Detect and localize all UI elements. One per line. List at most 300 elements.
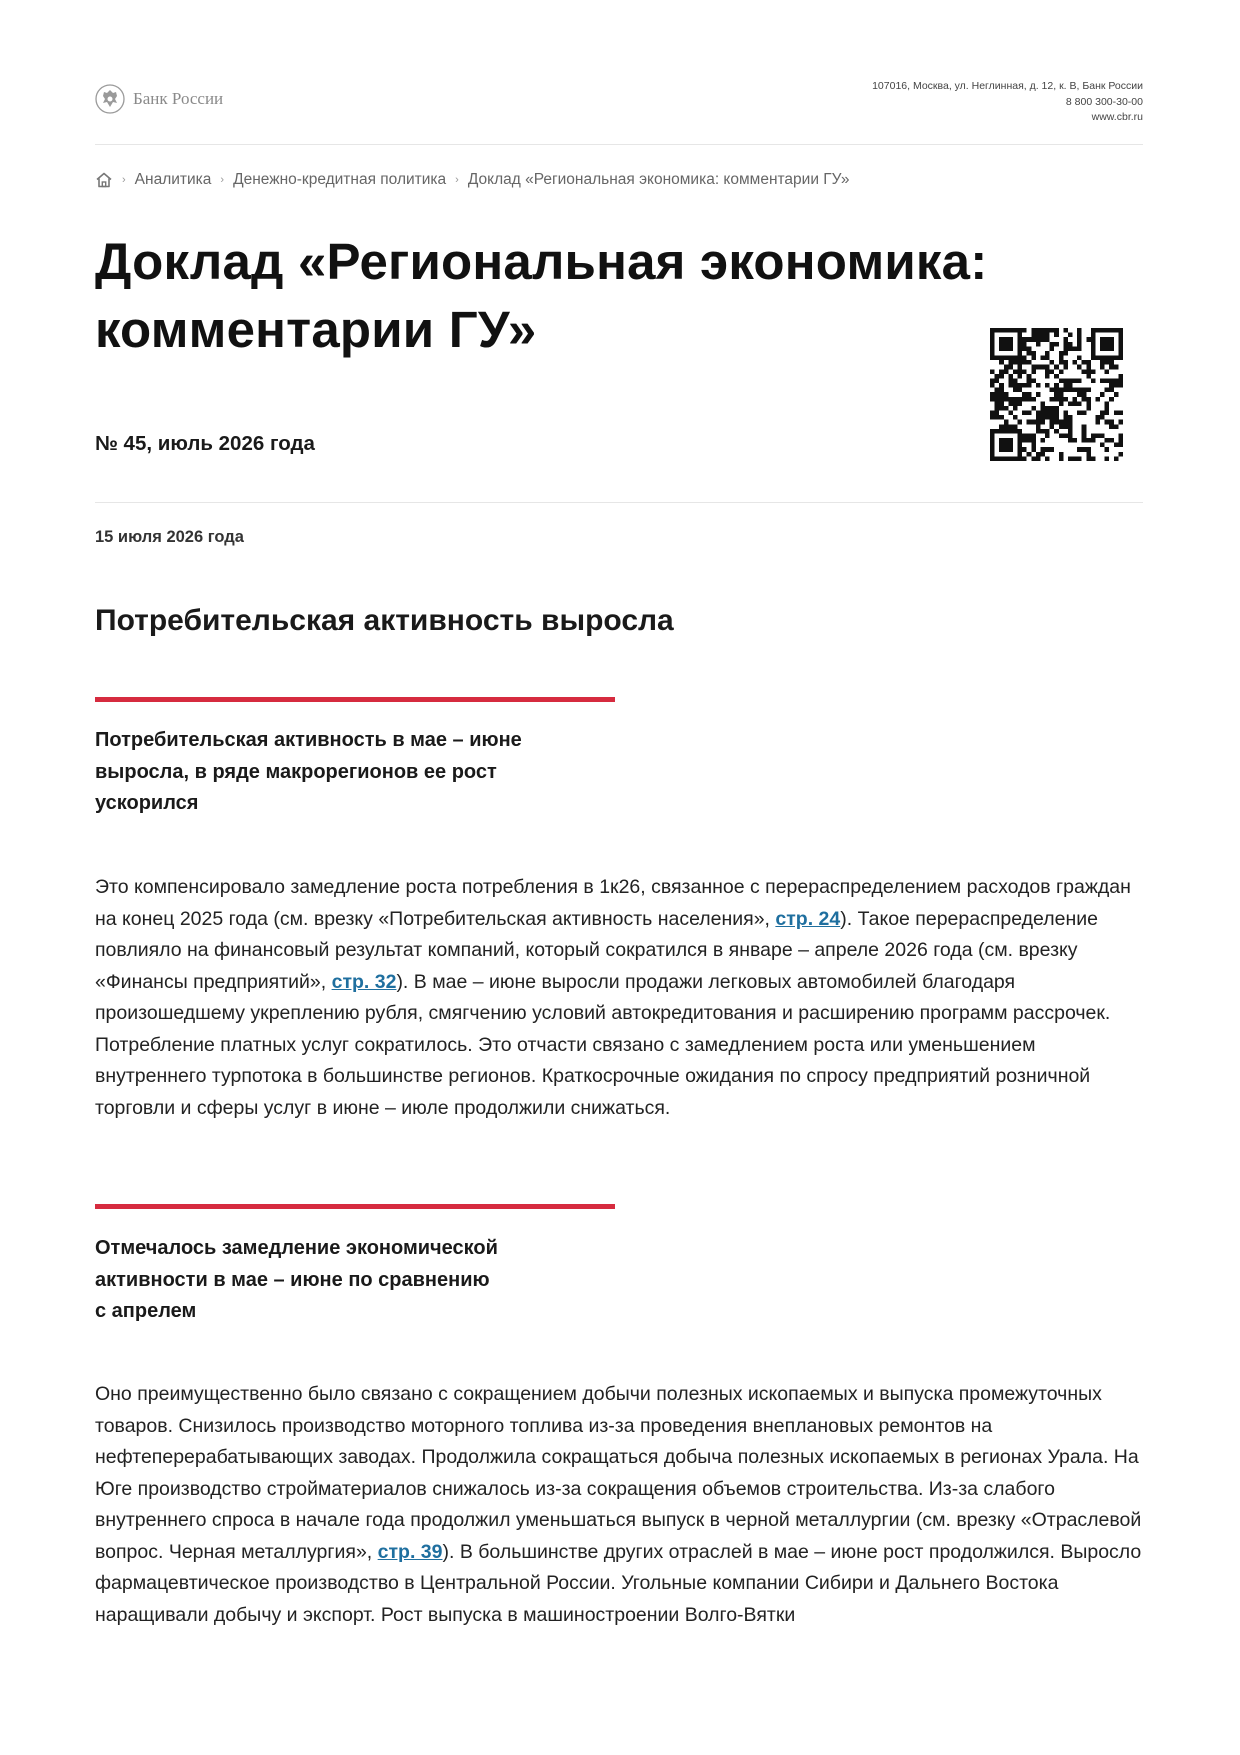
qr-module <box>1004 424 1009 429</box>
qr-module <box>1045 374 1050 379</box>
qr-module <box>1105 342 1110 347</box>
qr-module <box>1031 420 1036 425</box>
qr-module <box>1068 388 1073 393</box>
qr-module <box>1109 356 1114 361</box>
qr-module <box>1050 328 1055 333</box>
qr-module <box>1004 342 1009 347</box>
qr-module <box>990 383 995 388</box>
qr-module <box>1118 378 1123 383</box>
qr-module <box>990 337 995 342</box>
qr-module <box>1068 401 1073 406</box>
qr-module <box>1054 374 1059 379</box>
body-paragraph-activity <box>95 1379 1145 1631</box>
contacts-block <box>872 79 1143 126</box>
qr-module <box>1105 420 1110 425</box>
qr-module <box>1109 342 1114 347</box>
qr-module <box>1077 342 1082 347</box>
qr-module <box>1036 411 1041 416</box>
qr-module <box>1068 378 1073 383</box>
qr-module <box>999 415 1004 420</box>
qr-module <box>1063 424 1068 429</box>
qr-module <box>1095 415 1100 420</box>
qr-module <box>1114 392 1119 397</box>
qr-module <box>1109 328 1114 333</box>
qr-module <box>1036 365 1041 370</box>
qr-module <box>1105 406 1110 411</box>
qr-module <box>1050 420 1055 425</box>
qr-module <box>1105 346 1110 351</box>
qr-module <box>990 443 995 448</box>
qr-module <box>1109 420 1114 425</box>
section-divider <box>95 502 1143 503</box>
lead-line: с апрелем <box>95 1300 197 1322</box>
qr-module <box>1109 424 1114 429</box>
qr-module <box>1050 411 1055 416</box>
qr-module <box>1086 365 1091 370</box>
qr-module <box>999 342 1004 347</box>
qr-module <box>1008 438 1013 443</box>
qr-module <box>1059 452 1064 457</box>
qr-module <box>1063 420 1068 425</box>
qr-module <box>1004 438 1009 443</box>
qr-module <box>1082 388 1087 393</box>
lead-line: выросла, в ряде макрорегионов ее рост <box>95 760 497 783</box>
qr-module <box>1045 383 1050 388</box>
qr-module <box>1082 447 1087 452</box>
qr-module <box>1109 365 1114 370</box>
qr-module <box>1082 424 1087 429</box>
qr-module <box>1068 415 1073 420</box>
qr-module <box>1118 346 1123 351</box>
qr-module <box>990 356 995 361</box>
qr-module <box>1082 369 1087 374</box>
qr-module <box>999 406 1004 411</box>
qr-module <box>1077 346 1082 351</box>
qr-module <box>1109 438 1114 443</box>
qr-module <box>1086 369 1091 374</box>
qr-module <box>1050 447 1055 452</box>
qr-module <box>990 333 995 338</box>
qr-module <box>1004 447 1009 452</box>
qr-module <box>1068 456 1073 461</box>
qr-module <box>1036 415 1041 420</box>
qr-module <box>1027 383 1032 388</box>
qr-module <box>1018 360 1023 365</box>
qr-module <box>1073 438 1078 443</box>
publication-date: 15 июля 2026 года <box>95 528 244 546</box>
qr-module <box>1018 383 1023 388</box>
qr-module <box>1105 378 1110 383</box>
qr-module <box>1008 401 1013 406</box>
qr-module <box>1036 342 1041 347</box>
qr-module <box>1054 383 1059 388</box>
qr-module <box>1063 378 1068 383</box>
qr-module <box>1018 438 1023 443</box>
qr-module <box>1004 328 1009 333</box>
qr-module <box>1091 378 1096 383</box>
qr-module <box>1004 365 1009 370</box>
qr-module <box>999 360 1004 365</box>
qr-module <box>1045 351 1050 356</box>
qr-module <box>1100 360 1105 365</box>
qr-module <box>1086 360 1091 365</box>
qr-module <box>990 452 995 457</box>
qr-module <box>1045 415 1050 420</box>
qr-module <box>1027 360 1032 365</box>
qr-module <box>1100 378 1105 383</box>
qr-module <box>1077 392 1082 397</box>
qr-module <box>1105 356 1110 361</box>
qr-module <box>1073 397 1078 402</box>
qr-module <box>1027 351 1032 356</box>
qr-module <box>999 383 1004 388</box>
bank-logo[interactable] <box>95 84 223 114</box>
qr-module <box>990 328 995 333</box>
qr-module <box>1018 420 1023 425</box>
qr-module <box>1077 333 1082 338</box>
qr-module <box>995 415 1000 420</box>
qr-module <box>1022 447 1027 452</box>
breadcrumb-item-monetary-policy[interactable]: Денежно-кредитная политика <box>233 171 447 188</box>
qr-module <box>1013 406 1018 411</box>
qr-module <box>995 388 1000 393</box>
qr-module <box>1031 433 1036 438</box>
lead-line: ускорился <box>95 792 199 814</box>
qr-module <box>1054 429 1059 434</box>
chevron-right-icon: › <box>122 174 126 186</box>
qr-module <box>1118 438 1123 443</box>
qr-module <box>1063 411 1068 416</box>
paragraph-text: ). В большинстве других отраслей в мае – июне рост продолжился. Выросло фармацевтическое производство в Центральной России. Угольные компании Сибири и Дальнего Востока наращивали добычу и экспорт. Рост выпуска в машиностроении Волго-Вятки <box>95 1540 1142 1626</box>
qr-module <box>1040 452 1045 457</box>
qr-module <box>1013 388 1018 393</box>
home-icon[interactable] <box>95 171 113 189</box>
qr-module <box>1008 342 1013 347</box>
qr-module <box>1050 388 1055 393</box>
qr-module <box>1105 401 1110 406</box>
qr-module <box>1027 433 1032 438</box>
qr-module <box>1077 328 1082 333</box>
qr-module <box>990 346 995 351</box>
qr-module <box>1008 397 1013 402</box>
qr-module <box>1054 420 1059 425</box>
qr-module <box>1045 456 1050 461</box>
qr-module <box>1068 424 1073 429</box>
qr-module <box>1013 383 1018 388</box>
qr-module <box>1018 333 1023 338</box>
qr-module <box>1100 346 1105 351</box>
qr-module <box>1086 452 1091 457</box>
qr-module <box>1100 328 1105 333</box>
qr-module <box>1091 438 1096 443</box>
qr-module <box>1054 388 1059 393</box>
qr-module <box>1045 356 1050 361</box>
qr-module <box>1018 374 1023 379</box>
qr-module <box>1077 365 1082 370</box>
qr-module <box>1013 415 1018 420</box>
qr-module <box>1059 456 1064 461</box>
qr-module <box>1100 415 1105 420</box>
breadcrumb-item-analytics[interactable]: Аналитика <box>134 171 212 188</box>
qr-module <box>1109 337 1114 342</box>
phone: 8 800 300-30-00 <box>1065 95 1143 108</box>
qr-module <box>1045 337 1050 342</box>
qr-module <box>1018 328 1023 333</box>
qr-module <box>1105 456 1110 461</box>
qr-module <box>1008 443 1013 448</box>
qr-module <box>1082 433 1087 438</box>
qr-module <box>1105 337 1110 342</box>
qr-module <box>1050 397 1055 402</box>
qr-module <box>1018 346 1023 351</box>
qr-module <box>1040 411 1045 416</box>
qr-module <box>1004 406 1009 411</box>
qr-module <box>1114 443 1119 448</box>
qr-module <box>1050 415 1055 420</box>
address: 107016, Москва, ул. Неглинная, д. 12, к. В, Банк России <box>872 80 1143 92</box>
qr-module <box>990 456 995 461</box>
qr-module <box>1082 397 1087 402</box>
qr-module <box>1031 328 1036 333</box>
qr-module <box>1018 365 1023 370</box>
qr-module <box>1013 401 1018 406</box>
qr-module <box>1118 337 1123 342</box>
qr-module <box>1086 447 1091 452</box>
qr-module <box>1063 360 1068 365</box>
qr-module <box>1054 415 1059 420</box>
qr-module <box>1022 346 1027 351</box>
red-accent-rule <box>95 1204 615 1209</box>
qr-module <box>1027 452 1032 457</box>
qr-module <box>1063 365 1068 370</box>
qr-module <box>1018 388 1023 393</box>
qr-module <box>1118 383 1123 388</box>
qr-module <box>1091 456 1096 461</box>
qr-module <box>1095 397 1100 402</box>
page-link-39[interactable]: стр. 39 <box>377 1540 443 1563</box>
qr-module <box>995 374 1000 379</box>
qr-module <box>1050 369 1055 374</box>
qr-module <box>1068 438 1073 443</box>
qr-module <box>1118 333 1123 338</box>
qr-module <box>1027 411 1032 416</box>
qr-module <box>1109 378 1114 383</box>
qr-module <box>1082 392 1087 397</box>
qr-module <box>1118 420 1123 425</box>
qr-module <box>1027 337 1032 342</box>
qr-module <box>1018 433 1023 438</box>
qr-module <box>1031 378 1036 383</box>
page-link-32[interactable]: стр. 32 <box>331 970 397 993</box>
qr-module <box>1063 328 1068 333</box>
qr-module <box>1013 378 1018 383</box>
qr-module <box>1091 351 1096 356</box>
qr-module <box>1022 397 1027 402</box>
page-link-24[interactable]: стр. 24 <box>775 907 841 930</box>
qr-module <box>1036 337 1041 342</box>
qr-module <box>1059 433 1064 438</box>
qr-module <box>1077 388 1082 393</box>
qr-module <box>1091 328 1096 333</box>
qr-module <box>1068 342 1073 347</box>
qr-code[interactable] <box>990 328 1123 461</box>
qr-module <box>1022 360 1027 365</box>
qr-module <box>990 415 995 420</box>
qr-module <box>1050 424 1055 429</box>
qr-module <box>1059 420 1064 425</box>
qr-module <box>1114 456 1119 461</box>
qr-module <box>1022 369 1027 374</box>
qr-module <box>1063 351 1068 356</box>
qr-module <box>1004 392 1009 397</box>
qr-module <box>999 369 1004 374</box>
qr-module <box>990 378 995 383</box>
qr-module <box>1008 456 1013 461</box>
qr-module <box>990 342 995 347</box>
qr-module <box>1063 383 1068 388</box>
lead-line: Отмечалось замедление экономической <box>95 1237 498 1259</box>
paragraph-text: Это компенсировало замедление роста потребления в 1к26, связанное с перераспределением расходов граждан на конец 2025 года (см. врезку «Потребительская активность населения», <box>95 876 1131 930</box>
qr-module <box>1022 356 1027 361</box>
qr-module <box>1004 369 1009 374</box>
qr-module <box>1031 438 1036 443</box>
qr-module <box>1036 456 1041 461</box>
qr-module <box>1091 433 1096 438</box>
qr-module <box>999 438 1004 443</box>
bank-emblem-icon <box>95 84 125 114</box>
qr-module <box>1008 346 1013 351</box>
qr-module <box>999 374 1004 379</box>
qr-module <box>1027 420 1032 425</box>
issue-number: № 45, июль 2026 года <box>95 432 315 455</box>
qr-module <box>1027 374 1032 379</box>
qr-module <box>1059 424 1064 429</box>
qr-module <box>1059 397 1064 402</box>
qr-module <box>1073 388 1078 393</box>
qr-module <box>1109 397 1114 402</box>
qr-module <box>1086 456 1091 461</box>
qr-module <box>995 397 1000 402</box>
qr-module <box>1091 333 1096 338</box>
qr-module <box>1050 406 1055 411</box>
qr-module <box>1068 346 1073 351</box>
qr-module <box>999 356 1004 361</box>
qr-module <box>1045 433 1050 438</box>
qr-module <box>1073 346 1078 351</box>
qr-module <box>1036 392 1041 397</box>
qr-module <box>1027 438 1032 443</box>
qr-module <box>1008 337 1013 342</box>
qr-module <box>1118 452 1123 457</box>
qr-module <box>1073 378 1078 383</box>
red-accent-rule <box>95 697 615 702</box>
qr-module <box>1018 447 1023 452</box>
qr-module <box>1095 433 1100 438</box>
qr-module <box>1059 351 1064 356</box>
qr-module <box>1022 392 1027 397</box>
qr-module <box>1054 328 1059 333</box>
qr-module <box>1077 337 1082 342</box>
qr-module <box>1059 356 1064 361</box>
title-line-1: Доклад «Региональная экономика: <box>95 233 988 290</box>
qr-module <box>1022 337 1027 342</box>
qr-module <box>1031 397 1036 402</box>
qr-module <box>1114 365 1119 370</box>
header-divider <box>95 144 1143 145</box>
qr-module <box>1018 401 1023 406</box>
qr-module <box>1031 337 1036 342</box>
qr-module <box>1031 406 1036 411</box>
qr-module <box>1086 406 1091 411</box>
qr-module <box>1004 397 1009 402</box>
website-link[interactable]: www.cbr.ru <box>1091 111 1143 123</box>
qr-module <box>995 392 1000 397</box>
qr-module <box>1036 383 1041 388</box>
qr-module <box>990 369 995 374</box>
qr-module <box>1073 401 1078 406</box>
qr-module <box>1050 342 1055 347</box>
qr-module <box>1118 433 1123 438</box>
qr-module <box>1022 328 1027 333</box>
qr-module <box>1105 447 1110 452</box>
qr-module <box>1059 369 1064 374</box>
title-line-2: комментарии ГУ» <box>95 301 537 358</box>
qr-module <box>1022 411 1027 416</box>
qr-module <box>1077 401 1082 406</box>
qr-module <box>990 429 995 434</box>
qr-module <box>1045 369 1050 374</box>
qr-module <box>1068 433 1073 438</box>
lead-statement-consumption <box>95 725 615 820</box>
qr-module <box>999 424 1004 429</box>
qr-module <box>1054 333 1059 338</box>
section-heading: Потребительская активность выросла <box>95 604 674 637</box>
qr-module <box>1004 337 1009 342</box>
qr-module <box>1031 456 1036 461</box>
qr-module <box>1100 443 1105 448</box>
qr-module <box>999 456 1004 461</box>
qr-module <box>1040 337 1045 342</box>
qr-module <box>1013 456 1018 461</box>
qr-module <box>1118 351 1123 356</box>
qr-module <box>1008 447 1013 452</box>
qr-module <box>990 397 995 402</box>
qr-module <box>1105 411 1110 416</box>
breadcrumb-item-current[interactable]: Доклад «Региональная экономика: комментарии ГУ» <box>467 171 850 188</box>
qr-module <box>999 328 1004 333</box>
qr-module <box>1095 420 1100 425</box>
qr-module <box>995 406 1000 411</box>
qr-module <box>1008 356 1013 361</box>
breadcrumb <box>95 171 849 189</box>
qr-module <box>1086 397 1091 402</box>
qr-module <box>1018 337 1023 342</box>
qr-module <box>1109 383 1114 388</box>
qr-module <box>1018 456 1023 461</box>
page-title <box>95 228 995 364</box>
qr-module <box>1073 360 1078 365</box>
qr-module <box>1095 328 1100 333</box>
qr-module <box>995 328 1000 333</box>
lead-line: активности в мае – июне по сравнению <box>95 1268 490 1291</box>
qr-module <box>1036 328 1041 333</box>
qr-module <box>1100 337 1105 342</box>
qr-module <box>1054 365 1059 370</box>
qr-module <box>1118 356 1123 361</box>
qr-module <box>1077 378 1082 383</box>
qr-module <box>1013 356 1018 361</box>
qr-module <box>1018 429 1023 434</box>
